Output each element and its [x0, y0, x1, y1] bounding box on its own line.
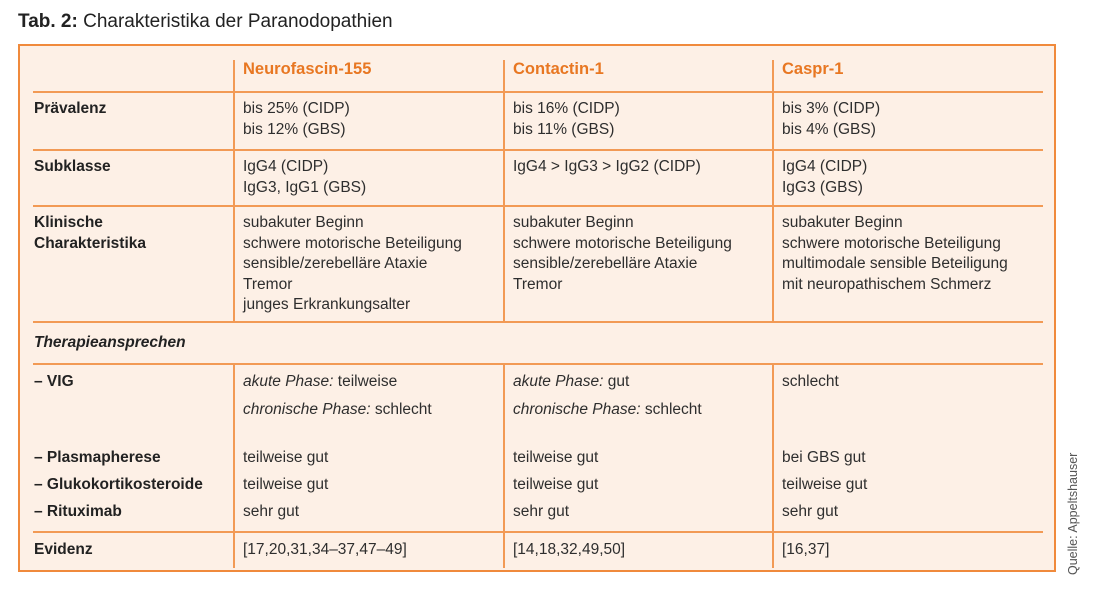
cell-line: bis 25% (CIDP): [243, 100, 350, 117]
row-label-klinik: [34, 213, 146, 254]
cell-evidenz-nf155: [17,20,31,34–37,47–49]: [243, 541, 407, 558]
cell-line: subakuter Beginn: [243, 214, 364, 231]
cell-line: Tremor: [243, 275, 293, 293]
cell-vig-cntn1: [513, 372, 702, 420]
cell-klinik-nf155: [243, 213, 462, 316]
row-divider: [33, 205, 1043, 207]
phase-value: schlecht: [644, 400, 702, 418]
cell-line: subakuter Beginn: [513, 214, 634, 231]
cell-ritux-nf155: sehr gut: [243, 503, 300, 520]
cell-plasma-nf155: teilweise gut: [243, 449, 329, 466]
cell-vig-caspr1: schlecht: [782, 373, 839, 390]
row-divider: [33, 531, 1043, 533]
row-label-praevalenz: Prävalenz: [34, 100, 107, 117]
cell-line: IgG4 > IgG3 > IgG2 (CIDP): [513, 158, 701, 175]
row-label-subklasse: Subklasse: [34, 158, 111, 175]
cell-line: IgG3 (GBS): [782, 178, 863, 196]
cell-line: bis 12% (GBS): [243, 120, 346, 138]
cell-gluko-nf155: teilweise gut: [243, 476, 329, 493]
cell-praevalenz-nf155: [243, 99, 350, 140]
cell-line: [243, 400, 432, 421]
cell-line: [513, 400, 702, 421]
cell-line: subakuter Beginn: [782, 214, 903, 231]
phase-label: chronische Phase:: [513, 400, 641, 418]
cell-line: junges Erkrankungsalter: [243, 296, 411, 313]
cell-line: Klinische: [34, 214, 103, 231]
row-label-vig: – VIG: [34, 373, 74, 390]
cell-praevalenz-caspr1: [782, 99, 880, 140]
cell-line: sensible/zerebelläre Ataxie: [513, 255, 698, 272]
row-divider: [33, 363, 1043, 365]
table-title-prefix: Tab. 2:: [18, 11, 78, 32]
cell-plasma-caspr1: bei GBS gut: [782, 449, 866, 466]
row-divider: [33, 321, 1043, 323]
cell-gluko-cntn1: teilweise gut: [513, 476, 599, 493]
cell-subklasse-caspr1: [782, 157, 867, 198]
cell-line: bis 3% (CIDP): [782, 100, 881, 117]
phase-value: teilweise: [337, 373, 398, 390]
cell-subklasse-cntn1: [513, 157, 701, 178]
table-title: [18, 11, 393, 33]
row-label-rituximab: – Rituximab: [34, 503, 122, 520]
cell-line: schwere motorische Beteiligung: [513, 234, 732, 252]
cell-line: bis 11% (GBS): [513, 120, 615, 138]
cell-ritux-cntn1: sehr gut: [513, 503, 570, 520]
cell-evidenz-cntn1: [14,18,32,49,50]: [513, 541, 626, 558]
row-divider: [33, 91, 1043, 93]
row-divider: [33, 149, 1043, 151]
cell-line: mit neuropathischem Schmerz: [782, 275, 992, 293]
cell-line: [513, 372, 702, 393]
source-credit: Quelle: Appeltshauser: [1066, 452, 1080, 575]
phase-label: akute Phase:: [243, 373, 334, 390]
cell-line: bis 16% (CIDP): [513, 100, 620, 117]
cell-plasma-cntn1: teilweise gut: [513, 449, 599, 466]
column-divider: [503, 364, 505, 568]
cell-ritux-caspr1: sehr gut: [782, 503, 839, 520]
cell-gluko-caspr1: teilweise gut: [782, 476, 868, 493]
cell-line: schwere motorische Beteiligung: [782, 234, 1001, 252]
cell-line: multimodale sensible Beteiligung: [782, 255, 1008, 272]
column-divider: [233, 60, 235, 322]
cell-line: [243, 372, 432, 393]
cell-praevalenz-cntn1: [513, 99, 620, 140]
table-title-text: Charakteristika der Paranodopathien: [83, 11, 393, 32]
column-divider: [772, 60, 774, 322]
column-header-contactin: Contactin-1: [513, 60, 604, 78]
column-divider: [503, 60, 505, 322]
cell-subklasse-nf155: [243, 157, 366, 198]
cell-line: Charakteristika: [34, 234, 147, 252]
row-label-glukokortikosteroide: – Glukokortikosteroide: [34, 476, 203, 493]
phase-label: chronische Phase:: [243, 400, 371, 418]
cell-line: IgG4 (CIDP): [782, 158, 868, 175]
phase-value: schlecht: [374, 400, 432, 418]
cell-vig-nf155: [243, 372, 432, 420]
row-label-evidenz: Evidenz: [34, 541, 93, 558]
column-divider: [772, 364, 774, 568]
cell-klinik-caspr1: [782, 213, 1008, 295]
cell-line: IgG3, IgG1 (GBS): [243, 178, 367, 196]
cell-line: bis 4% (GBS): [782, 120, 876, 138]
cell-line: Tremor: [513, 275, 563, 293]
column-header-caspr: Caspr-1: [782, 60, 844, 78]
section-label-therapie: Therapieansprechen: [34, 334, 186, 351]
row-label-plasmapherese: – Plasmapherese: [34, 449, 161, 466]
column-header-neurofascin: Neurofascin-155: [243, 60, 372, 78]
phase-value: gut: [607, 373, 630, 390]
column-divider: [233, 364, 235, 568]
cell-line: IgG4 (CIDP): [243, 158, 329, 175]
cell-line: schwere motorische Beteiligung: [243, 234, 462, 252]
phase-label: akute Phase:: [513, 373, 604, 390]
cell-evidenz-caspr1: [16,37]: [782, 541, 830, 558]
cell-line: sensible/zerebelläre Ataxie: [243, 255, 428, 272]
cell-klinik-cntn1: [513, 213, 732, 295]
